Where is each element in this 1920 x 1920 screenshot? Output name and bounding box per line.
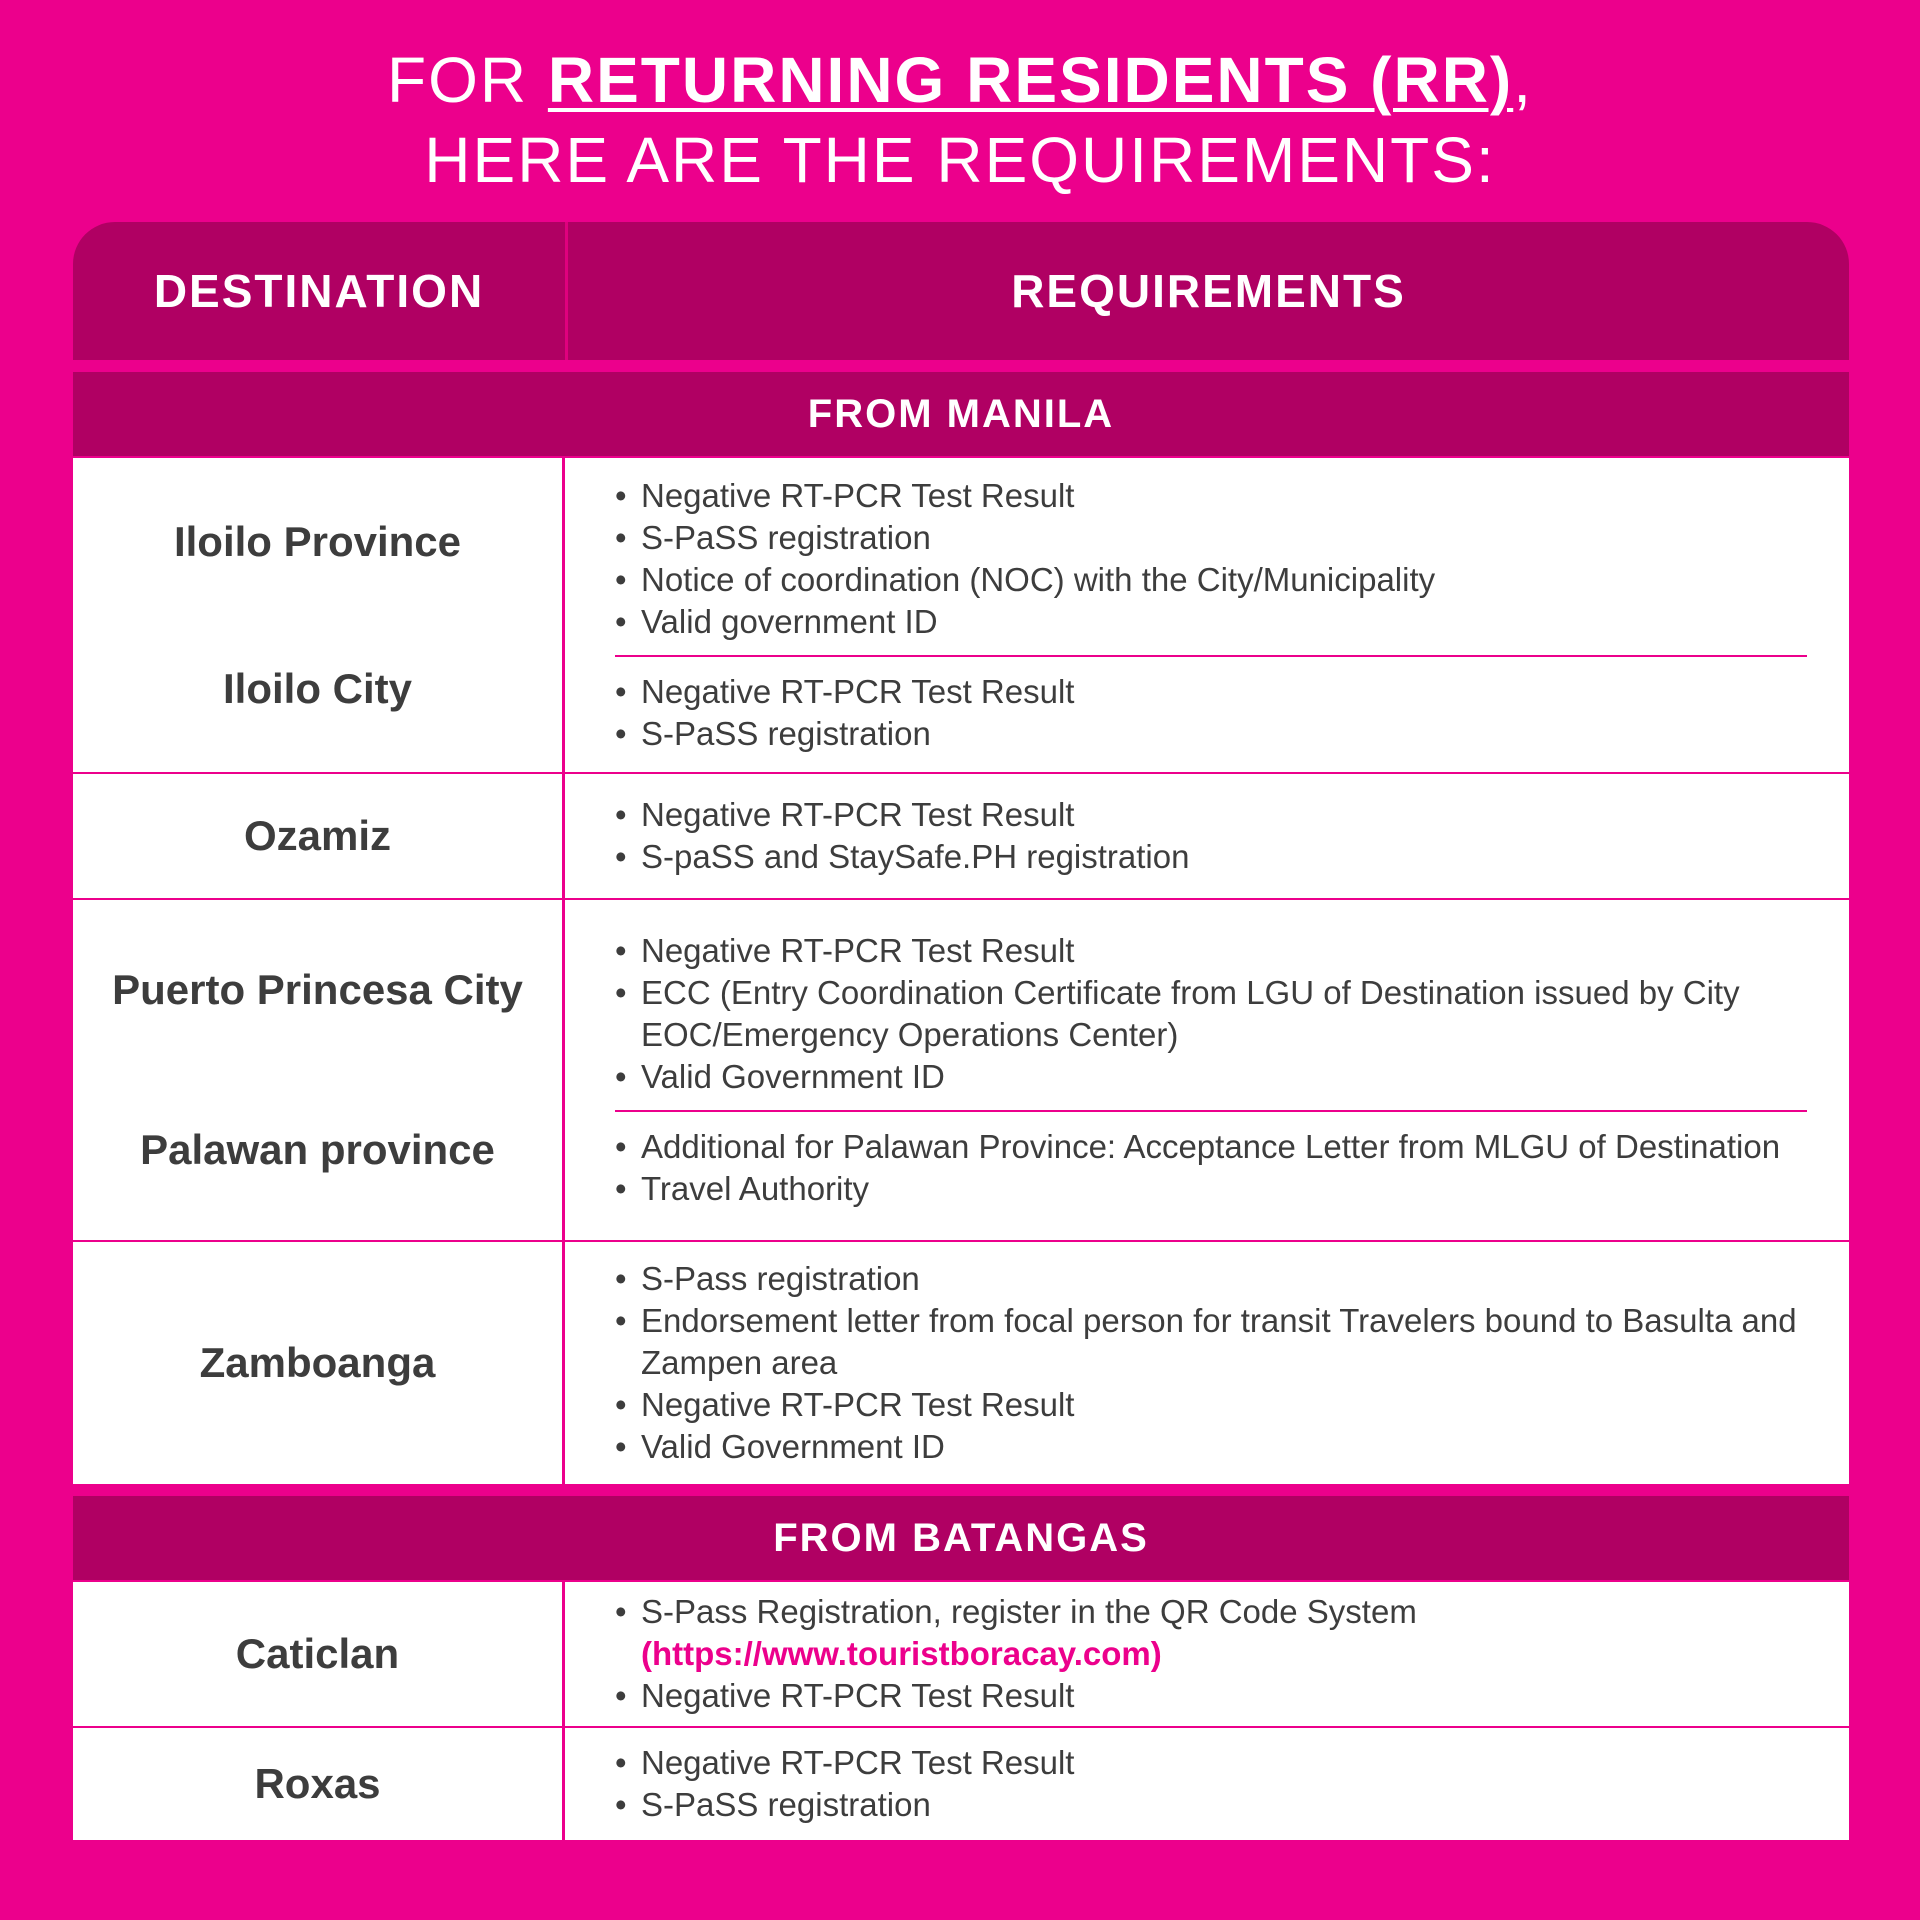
- list-item: [615, 1591, 1807, 1675]
- table-row-zamboanga: [73, 1240, 1849, 1484]
- requirements-group: [615, 1110, 1807, 1214]
- title-suffix: ,: [1513, 44, 1533, 116]
- list-item: • ECC (Entry Coordination Certificate from LGU of Destination issued by City EOC/Emergency Operations Center): [615, 972, 1807, 1056]
- list-item: • Travel Authority: [615, 1168, 1807, 1210]
- list-item: • Negative RT-PCR Test Result: [615, 1384, 1807, 1426]
- section-from-batangas: FROM BATANGAS: [73, 1496, 1849, 1580]
- list-item: • Negative RT-PCR Test Result: [615, 671, 1807, 713]
- destination-puerto-princesa: Puerto Princesa City: [112, 966, 523, 1013]
- touristboracay-link[interactable]: (https://www.touristboracay.com): [641, 1635, 1162, 1672]
- destination-ozamiz: Ozamiz: [243, 812, 392, 859]
- requirements-cell: [565, 1242, 1849, 1484]
- table-row-ozamiz: [73, 772, 1849, 898]
- destination-iloilo-province: Iloilo Province: [173, 517, 462, 565]
- page-title: [0, 40, 1920, 200]
- list-item: • S-Pass registration: [615, 1258, 1807, 1300]
- requirements-group: [615, 471, 1807, 647]
- table-row-iloilo: [73, 456, 1849, 772]
- list-item: • Valid Government ID: [615, 1056, 1807, 1098]
- list-item: • Negative RT-PCR Test Result: [615, 1742, 1807, 1784]
- list-item: • Endorsement letter from focal person for transit Travelers bound to Basulta and Zampen area: [615, 1300, 1807, 1384]
- destination-cell: [73, 1582, 565, 1726]
- header-destination: DESTINATION: [73, 222, 568, 360]
- destination-cell: [73, 900, 565, 1240]
- table-row-puerto-princesa: [73, 898, 1849, 1240]
- header-requirements: REQUIREMENTS: [1011, 265, 1406, 317]
- table-row-roxas: [73, 1726, 1849, 1840]
- requirements-cell: [565, 1582, 1849, 1726]
- requirements-table: [73, 222, 1849, 1840]
- list-item-text: S-Pass Registration, register in the QR Code System: [641, 1593, 1417, 1630]
- table-header: [73, 222, 1849, 360]
- destination-iloilo-city: Iloilo City: [223, 664, 412, 712]
- list-item: • Negative RT-PCR Test Result: [615, 475, 1807, 517]
- list-item: • S-PaSS registration: [615, 1784, 1807, 1826]
- destination-cell: [73, 458, 565, 772]
- list-item: • Negative RT-PCR Test Result: [615, 794, 1807, 836]
- requirements-group: [615, 926, 1807, 1102]
- title-line-2: HERE ARE THE REQUIREMENTS:: [424, 124, 1496, 196]
- destination-cell: [73, 1728, 565, 1840]
- title-prefix: FOR: [387, 44, 548, 116]
- destination-caticlan: Caticlan: [235, 1630, 400, 1677]
- destination-zamboanga: Zamboanga: [199, 1339, 436, 1386]
- requirements-group: [615, 655, 1807, 759]
- requirements-cell: [565, 774, 1849, 898]
- destination-palawan-province: Palawan province: [140, 1126, 495, 1173]
- list-item: • Additional for Palawan Province: Acceptance Letter from MLGU of Destination: [615, 1126, 1807, 1168]
- requirements-cell: [565, 900, 1849, 1240]
- list-item: • S-PaSS registration: [615, 517, 1807, 559]
- list-item: • Negative RT-PCR Test Result: [615, 930, 1807, 972]
- requirements-cell: [565, 1728, 1849, 1840]
- section-from-manila: FROM MANILA: [73, 372, 1849, 456]
- destination-cell: [73, 1242, 565, 1484]
- list-item: • Negative RT-PCR Test Result: [615, 1675, 1807, 1717]
- requirements-cell: [565, 458, 1849, 772]
- list-item: • Notice of coordination (NOC) with the City/Municipality: [615, 559, 1807, 601]
- title-emphasis: RETURNING RESIDENTS (RR): [547, 44, 1514, 116]
- list-item: • Valid government ID: [615, 601, 1807, 643]
- table-row-caticlan: [73, 1580, 1849, 1726]
- list-item: • S-PaSS registration: [615, 713, 1807, 755]
- list-item: • Valid Government ID: [615, 1426, 1807, 1468]
- destination-cell: [73, 774, 565, 898]
- destination-roxas: Roxas: [254, 1760, 381, 1807]
- list-item: • S-paSS and StaySafe.PH registration: [615, 836, 1807, 878]
- title-line-1: [0, 40, 1920, 120]
